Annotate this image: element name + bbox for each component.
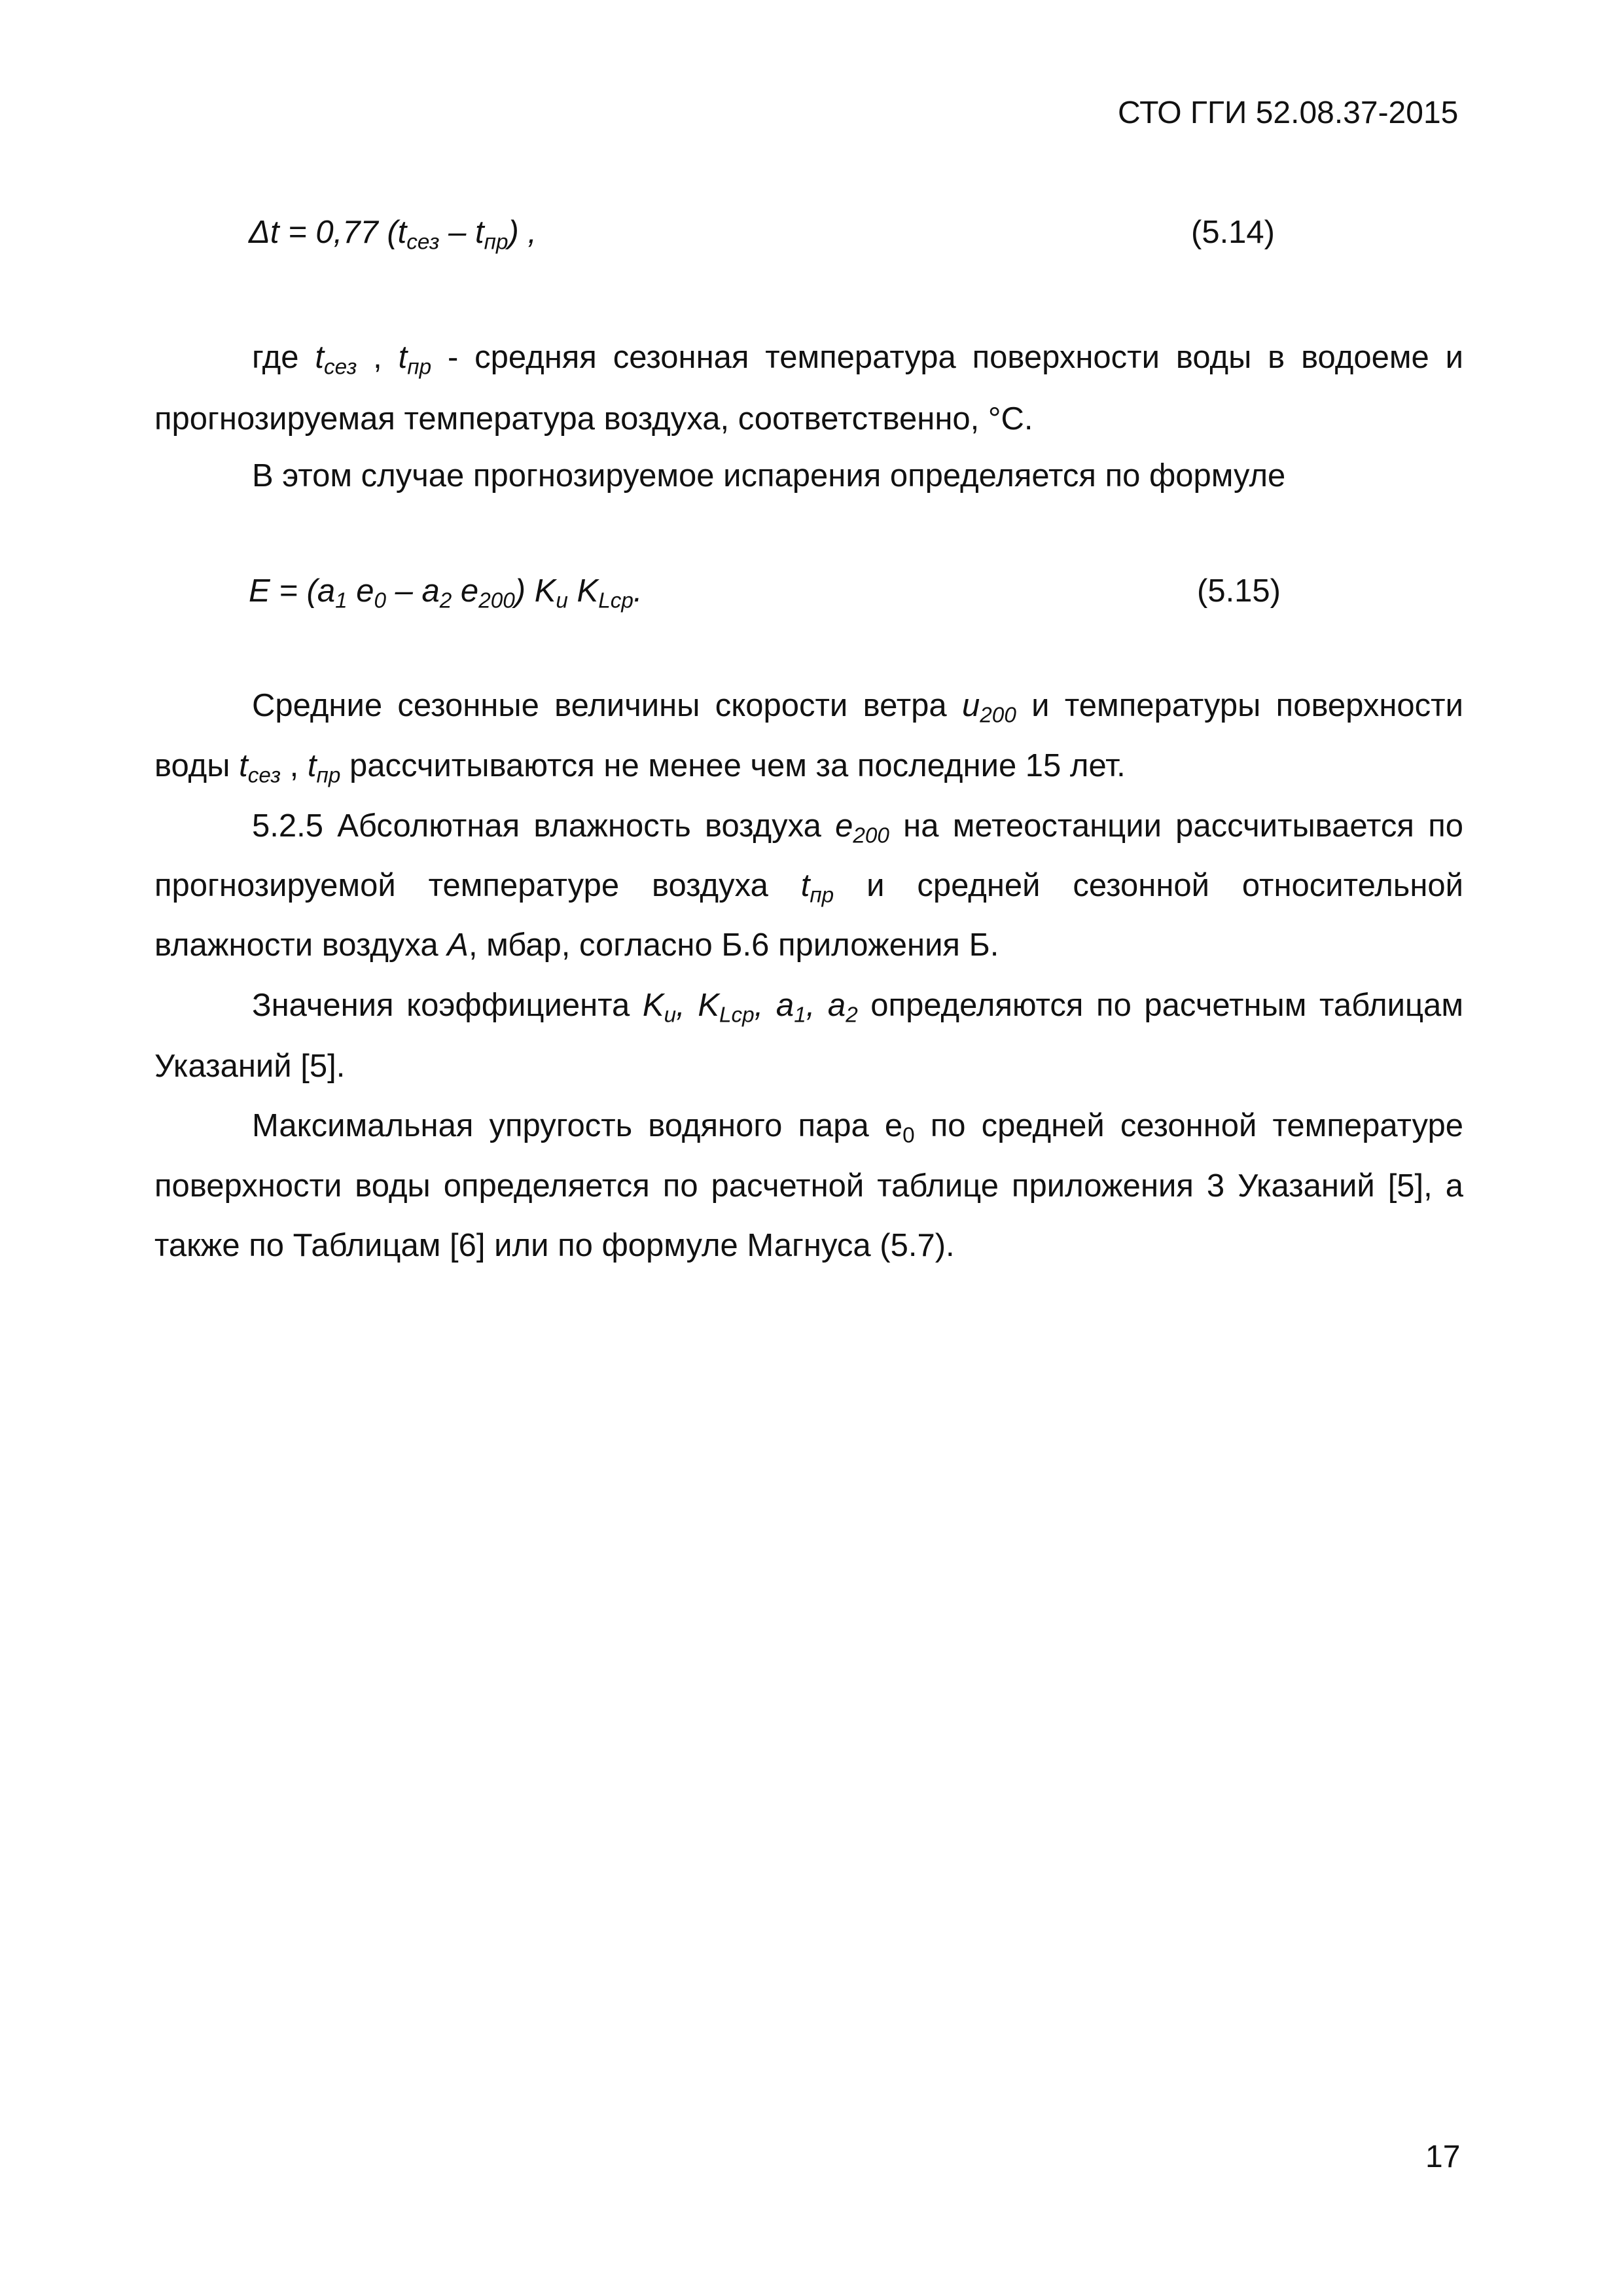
paragraph-6-line-2: поверхности воды определяется по расчетной таблице приложения 3 Указаний [5], а [154, 1168, 1463, 1204]
text-run: 5.2.5 Абсолютная влажность воздуха [252, 808, 836, 844]
coef-run: , a [806, 988, 846, 1023]
paragraph-5-line-1 [252, 986, 1464, 1028]
text-run: Максимальная упругость водяного пара e [252, 1108, 903, 1143]
formula-5-14-lhs: Δt = 0,77 (t [249, 215, 407, 250]
var-t-subscript: пр [810, 883, 834, 908]
text-run: и средней сезонной относительной [834, 868, 1463, 903]
text-run: , [357, 340, 399, 375]
formula-5-14-sub-2: пр [484, 230, 508, 255]
coef-subscript: Lcp [719, 1003, 755, 1028]
text-run: Средние сезонные величины скорости ветра [252, 688, 962, 723]
formula-5-14-sub-1: сез [406, 230, 440, 255]
formula-subscript: 0 [374, 588, 387, 613]
text-run: , [281, 748, 308, 783]
formula-subscript: 2 [439, 588, 452, 613]
coef-subscript: u [664, 1003, 677, 1028]
paragraph-3-line-1 [252, 686, 1463, 728]
formula-5-14-minus: – t [439, 215, 484, 250]
var-e-subscript: 200 [853, 823, 889, 848]
var-t-symbol: t [398, 340, 408, 375]
var-u-subscript: 200 [980, 703, 1016, 728]
formula-5-15-number: (5.15) [1197, 573, 1281, 609]
formula-run: E = (a [249, 573, 336, 609]
var-t [315, 340, 357, 380]
var-t-subscript: сез [324, 355, 357, 380]
paragraph-6-line-3: также по Таблицам [6] или по формуле Магнуса (5.7). [154, 1228, 955, 1263]
coefficient-list [642, 988, 858, 1028]
paragraph-2: В этом случае прогнозируемое испарения определяется по формуле [252, 458, 1286, 493]
page-number: 17 [1425, 2140, 1461, 2174]
paragraph-4-line-3 [154, 925, 999, 965]
formula-5-14 [249, 213, 537, 255]
var-e [835, 808, 889, 848]
var-t-symbol: t [239, 748, 248, 783]
formula-subscript: 200 [478, 588, 515, 613]
formula-subscript: u [556, 588, 568, 613]
text-run: воды [154, 748, 240, 783]
formula-run: e [452, 573, 479, 609]
text-run: прогнозируемой температуре воздуха [154, 868, 801, 903]
formula-run: – a [386, 573, 440, 609]
text-run: на метеостанции рассчитывается по [889, 808, 1463, 844]
var-t-subscript: сез [247, 763, 281, 788]
formula-run: ) K [514, 573, 556, 609]
paragraph-6-line-1 [252, 1106, 1463, 1148]
formula-subscript: Lcp [598, 588, 633, 613]
var-t [307, 748, 341, 788]
text-run: по средней сезонной температуре [914, 1108, 1463, 1143]
var-t-subscript: пр [407, 355, 432, 380]
formula-5-15 [249, 571, 643, 611]
text-run: где [252, 340, 315, 375]
paragraph-4-line-1 [252, 806, 1463, 846]
var-t [800, 868, 834, 908]
var-t-symbol: t [315, 340, 325, 375]
var-e-symbol: e [835, 808, 853, 844]
coef-subscript: 1 [794, 1003, 806, 1028]
formula-run: e [347, 573, 374, 609]
text-run: , мбар, согласно Б.6 приложения Б. [468, 927, 999, 963]
text-subscript: 0 [902, 1123, 915, 1148]
formula-run: . [633, 573, 643, 609]
paragraph-5-line-2: Указаний [5]. [154, 1049, 346, 1084]
coef-subscript: 2 [846, 1003, 858, 1028]
var-u-symbol: u [962, 688, 980, 723]
var-t [398, 340, 432, 380]
var-t-symbol: t [800, 868, 810, 903]
coef-run: , a [754, 988, 794, 1023]
text-run: Значения коэффициента [252, 988, 643, 1023]
document-id-header: СТО ГГИ 52.08.37-2015 [1118, 96, 1459, 130]
var-t [239, 748, 281, 788]
text-run: и температуры поверхности [1016, 688, 1463, 723]
formula-5-14-tail: ) , [508, 215, 537, 250]
paragraph-3-line-2 [154, 746, 1126, 788]
coef-run: K [642, 988, 664, 1023]
formula-5-14-number: (5.14) [1191, 215, 1275, 250]
paragraph-1-line-1 [252, 338, 1464, 380]
text-run: влажности воздуха [154, 927, 448, 963]
formula-subscript: 1 [335, 588, 348, 613]
var-t-symbol: t [307, 748, 317, 783]
formula-run: K [567, 573, 599, 609]
text-run: рассчитываются не менее чем за последние 15 лет. [340, 748, 1126, 783]
text-run: определяются по расчетным таблицам [857, 988, 1464, 1023]
var-u [962, 688, 1016, 728]
paragraph-1-line-2: прогнозируемая температура воздуха, соответственно, °С. [154, 401, 1033, 437]
text-run: - средняя сезонная температура поверхности воды в водоеме и [431, 340, 1464, 375]
var-t-subscript: пр [316, 763, 341, 788]
var-a: А [447, 927, 469, 963]
coef-run: , K [676, 988, 719, 1023]
paragraph-4-line-2 [154, 866, 1463, 908]
